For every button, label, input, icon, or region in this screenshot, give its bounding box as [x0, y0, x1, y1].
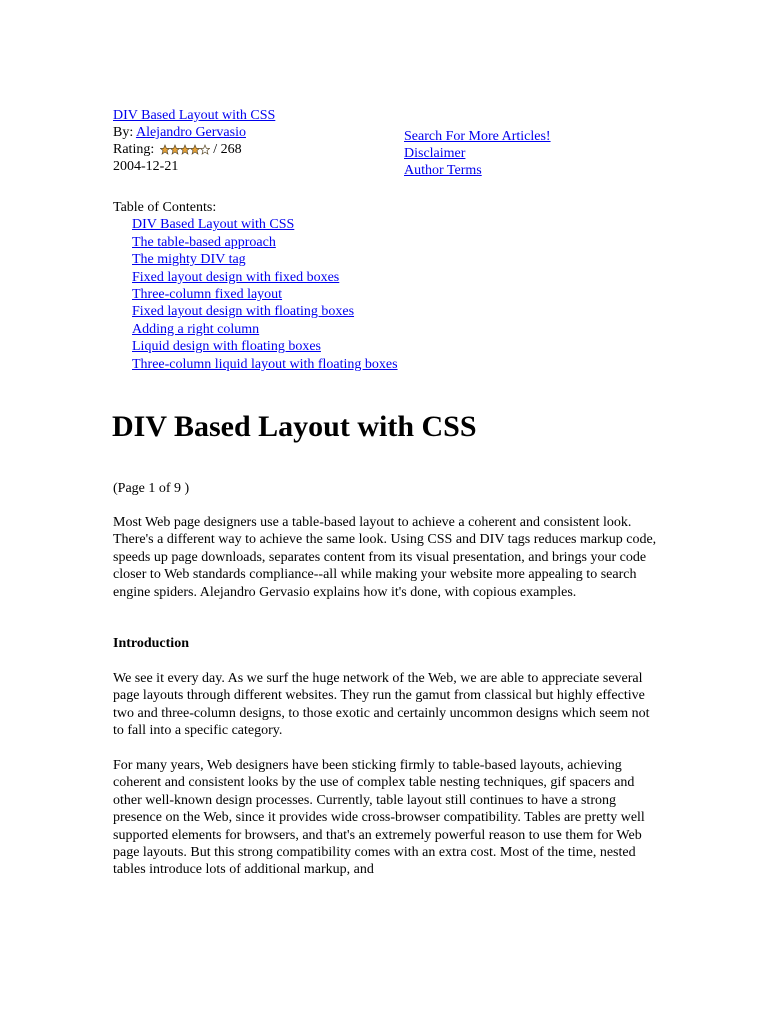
search-more-articles-link[interactable]: Search For More Articles!	[404, 129, 551, 144]
section-heading-introduction: Introduction	[113, 636, 189, 651]
author-terms-link[interactable]: Author Terms	[404, 163, 482, 178]
rating-stars	[160, 144, 210, 155]
side-links	[404, 128, 551, 179]
by-label: By:	[113, 125, 134, 140]
article-meta	[113, 107, 275, 175]
disclaimer-link[interactable]: Disclaimer	[404, 146, 466, 161]
toc-label: Table of Contents:	[113, 200, 217, 215]
article-title-link[interactable]: DIV Based Layout with CSS	[113, 108, 276, 123]
author-link[interactable]: Alejandro Gervasio	[135, 125, 246, 140]
table-of-contents	[113, 199, 398, 373]
star-filled-icon	[190, 144, 200, 155]
star-empty-icon	[200, 144, 210, 155]
toc-item[interactable]: Liquid design with floating boxes	[132, 339, 321, 355]
toc-item[interactable]: Fixed layout design with fixed boxes	[132, 269, 340, 285]
publish-date: 2004-12-21	[113, 159, 179, 174]
toc-list	[113, 216, 398, 373]
toc-item[interactable]: DIV Based Layout with CSS	[132, 217, 295, 233]
rating-count: / 268	[213, 142, 242, 157]
star-filled-icon	[180, 144, 190, 155]
toc-item[interactable]: The mighty DIV tag	[132, 252, 246, 268]
paragraph: We see it every day. As we surf the huge network of the Web, we are able to appreciate several page layouts through different websites. They run the gamut from classical but highly effective two and three-column designs, to those exotic and certainly uncommon designs which seem not to fall into a specific category.	[113, 671, 650, 739]
toc-item[interactable]: Fixed layout design with floating boxes	[132, 304, 355, 320]
page-indicator: (Page 1 of 9 )	[113, 481, 190, 496]
article-summary: Most Web page designers use a table-based layout to achieve a coherent and consistent look. There's a different way to achieve the same look. Using CSS and DIV tags reduces markup code, speeds up page downloads, separates content from its visual presentation, and brings your code closer to Web standards compliance--all while making your website more appealing to search engine spiders. Alejandro Gervasio explains how it's done, with copious examples.	[113, 515, 657, 600]
toc-item[interactable]: Adding a right column	[132, 321, 260, 337]
toc-item[interactable]: Three-column fixed layout	[132, 287, 283, 303]
toc-item[interactable]: Three-column liquid layout with floating boxes	[132, 356, 398, 372]
paragraph: For many years, Web designers have been sticking firmly to table-based layouts, achieving coherent and consistent looks by the use of complex table nesting techniques, gif spacers and other well-known design processes. Currently, table layout still continues to have a strong presence on the Web, since it provides wide cross-browser compatibility. Tables are pretty well supported elements for browsers, and that's an extremely powerful reason to use them for Web page layouts. But this strong compatibility comes with an extra cost. Most of the time, nested tables introduce lots of additional markup, and	[113, 758, 645, 878]
toc-item[interactable]: The table-based approach	[132, 234, 276, 250]
rating-label: Rating:	[113, 142, 155, 157]
star-filled-icon	[160, 144, 170, 155]
star-filled-icon	[170, 144, 180, 155]
page-title: DIV Based Layout with CSS	[112, 410, 477, 443]
